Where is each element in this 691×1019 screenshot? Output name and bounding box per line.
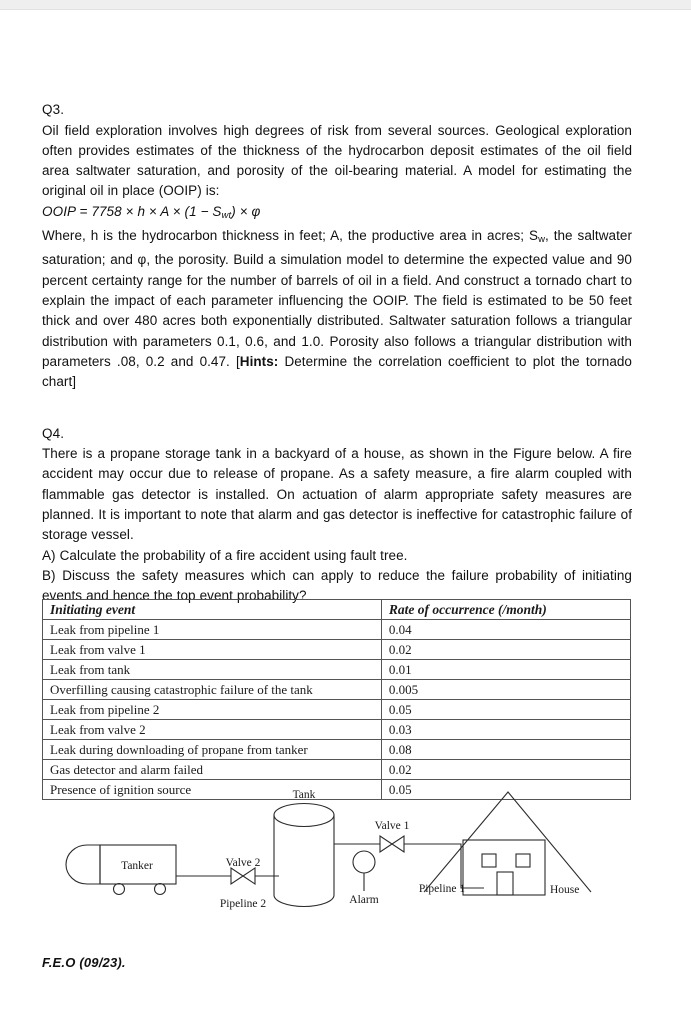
question-4-label: Q4. <box>42 425 65 441</box>
question-4-paragraph: There is a propane storage tank in a backyard of a house, as shown in the Figure below. A fire accident may occur due to release of propane. As a safety measure, a fire alarm coupled with flammable gas detector is installed. On actuation of alarm appropriate safety measures are planned. It is important to note that alarm and gas detector is ineffective for catastrophic failure of storage vessel. <box>42 446 632 543</box>
table-header-row <box>43 600 631 620</box>
label-pipeline-2: Pipeline 2 <box>219 898 267 910</box>
table-cell-event: Leak from valve 1 <box>43 640 382 660</box>
ooip-formula-subscript: wt <box>221 209 232 221</box>
valve-2-symbol <box>231 868 255 884</box>
label-pipeline-1: Pipeline 1 <box>418 883 466 895</box>
pipeline-1-route <box>404 844 484 888</box>
question-3-paragraph-2 <box>42 226 632 392</box>
table-cell-rate: 0.05 <box>381 780 630 800</box>
table-header-initiating-event: Initiating event <box>43 600 382 620</box>
question-4-part-a: A) Calculate the probability of a fire accident using fault tree. <box>42 547 408 563</box>
table-cell-event: Presence of ignition source <box>43 780 382 800</box>
house-roof <box>424 792 591 892</box>
initiating-events-table-container <box>42 599 631 800</box>
scan-top-edge <box>0 0 691 10</box>
table-cell-rate: 0.05 <box>381 700 630 720</box>
footer-note: F.E.O (09/23). <box>42 955 126 970</box>
table-cell-rate: 0.04 <box>381 620 630 640</box>
q3-p2-part2: , the saltwater saturation; and φ, the porosity. Build a simulation model to determine the expected value and 90 percent certainty range for the number of barrels of oil in a field. And construct a tornado chart to explain the impact of each parameter influencing the OOIP. The field is estimated to be 50 feet thick and over 480 acres both exponentially distributed. Saltwater saturation follows a triangular distribution with parameters 0.1, 0.6, and 1.0. Porosity also follows a triangular distribution with parameters .08, 0.2 and 0.47. [ <box>42 228 632 369</box>
house-body <box>463 840 545 895</box>
propane-system-figure <box>42 782 642 927</box>
q3-p2-part1: Where, h is the hydrocarbon thickness in feet; A, the productive area in acres; S <box>42 228 539 244</box>
table-row <box>43 620 631 640</box>
table-row <box>43 700 631 720</box>
table-cell-rate: 0.005 <box>381 680 630 700</box>
table-row <box>43 740 631 760</box>
table-row <box>43 720 631 740</box>
table-cell-event: Leak from pipeline 2 <box>43 700 382 720</box>
section-spacer <box>42 393 632 424</box>
table-head <box>43 600 631 620</box>
question-4-part-b: B) Discuss the safety measures which can apply to reduce the failure probability of initiating events and hence the top event probability? <box>42 567 632 604</box>
table-cell-rate: 0.03 <box>381 720 630 740</box>
tank-shape <box>274 804 334 907</box>
table-cell-event: Overfilling causing catastrophic failure of the tank <box>43 680 382 700</box>
question-3-label: Q3. <box>42 102 65 117</box>
table-cell-event: Leak from tank <box>43 660 382 680</box>
label-valve-2: Valve 2 <box>225 857 261 869</box>
tanker-wheel-rear <box>155 884 166 895</box>
label-tank: Tank <box>292 789 316 801</box>
q3-p2-part3: Determine the correlation coefficient to plot the tornado chart] <box>42 353 632 390</box>
q3-p2-subscript: w <box>538 234 545 246</box>
ooip-formula <box>42 202 632 226</box>
house-door <box>497 872 513 895</box>
ooip-formula-suffix: ) × φ <box>231 203 261 219</box>
table-cell-rate: 0.02 <box>381 760 630 780</box>
table-body <box>43 620 631 800</box>
table-row <box>43 660 631 680</box>
table-header-rate: Rate of occurrence (/month) <box>381 600 630 620</box>
hints-label: Hints: <box>239 353 279 369</box>
label-tanker: Tanker <box>121 860 153 872</box>
initiating-events-table <box>42 599 631 800</box>
table-row <box>43 760 631 780</box>
tanker-wheel-front <box>114 884 125 895</box>
table-cell-event: Leak during downloading of propane from tanker <box>43 740 382 760</box>
document-body <box>42 100 632 606</box>
table-cell-event: Leak from valve 2 <box>43 720 382 740</box>
ooip-formula-prefix: OOIP = 7758 × h × A × (1 − S <box>42 203 222 219</box>
valve-1-symbol <box>380 836 404 852</box>
alarm-detector-symbol <box>353 851 375 891</box>
table-cell-event: Leak from pipeline 1 <box>43 620 382 640</box>
table-cell-rate: 0.02 <box>381 640 630 660</box>
table-cell-rate: 0.08 <box>381 740 630 760</box>
house-window-right <box>516 854 530 867</box>
house-window-left <box>482 854 496 867</box>
table-cell-event: Gas detector and alarm failed <box>43 760 382 780</box>
table-cell-rate: 0.01 <box>381 660 630 680</box>
table-row <box>43 640 631 660</box>
table-row <box>43 680 631 700</box>
label-valve-1: Valve 1 <box>374 820 410 832</box>
label-house: House <box>550 884 580 896</box>
label-alarm: Alarm <box>349 894 379 906</box>
question-3-paragraph: Oil field exploration involves high degrees of risk from several sources. Geological exploration often provides estimates of the thickness of the hydrocarbon deposit estimates of the oil field area saltwater saturation, and porosity of the oil-bearing material. A model for estimating the original oil in place (OOIP) is: <box>42 122 632 199</box>
